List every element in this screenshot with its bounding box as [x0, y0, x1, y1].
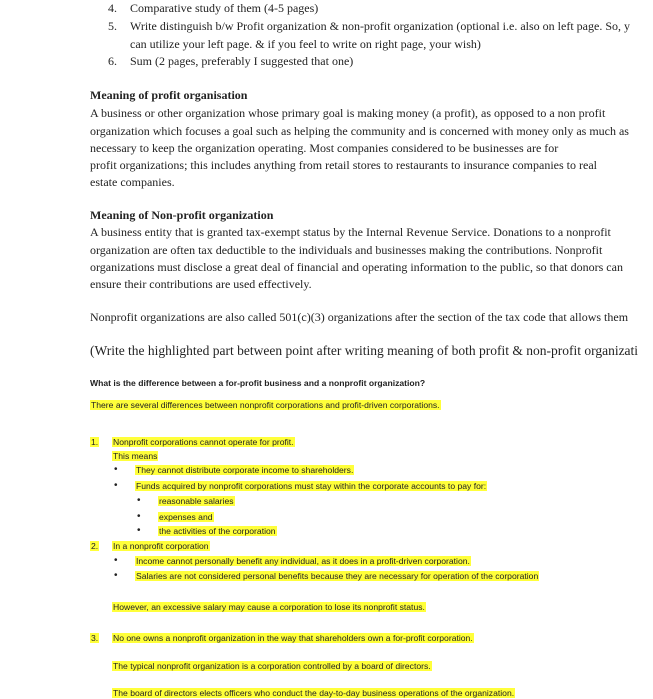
list-item-text: Sum (2 pages, preferably I suggested that one)	[130, 54, 354, 68]
point-3-note-2: The board of directors elects officers who conduct the day-to-day business operations of the organization.	[113, 688, 515, 698]
point-3-title: No one owns a nonprofit organization in the way that shareholders own a for-profit corporation.	[113, 633, 473, 643]
bullet-text-wrapper	[135, 556, 471, 566]
paragraph-line: A business or other organization whose primary goal is making money (a profit), as opposed to a non profit	[90, 106, 606, 120]
list-number: 4.	[108, 1, 117, 15]
point-1-number: 1.	[91, 437, 99, 447]
bullet-icon: •	[137, 511, 141, 522]
point-3-title-wrapper	[112, 633, 474, 643]
point-2-bullet-2: Salaries are not considered personal benefits because they are necessary for operation of the corporation	[136, 571, 539, 581]
sub-bullet: expenses and	[159, 512, 213, 522]
bullet-text-wrapper	[135, 465, 354, 475]
point-2-note: However, an excessive salary may cause a corporation to lose its nonprofit status.	[113, 602, 425, 612]
point-1-title-wrapper	[112, 437, 295, 447]
point-1-title: Nonprofit corporations cannot operate for profit.	[113, 437, 294, 447]
list-item-text: can utilize your left page. & if you feel to write on right page, your wish)	[130, 37, 481, 51]
sub-bullet: reasonable salaries	[159, 496, 234, 506]
point-2-title: In a nonprofit corporation	[113, 541, 209, 551]
point-2-bullet-1: Income cannot personally benefit any individual, as it does in a profit-driven corporation.	[136, 556, 470, 566]
paragraph-line: estate companies.	[90, 175, 175, 189]
section-heading-profit: Meaning of profit organisation	[90, 88, 248, 102]
list-number: 6.	[108, 54, 117, 68]
bullet-icon: •	[114, 570, 118, 581]
section-heading-nonprofit: Meaning of Non-profit organization	[90, 208, 274, 222]
paragraph-line: necessary to keep the organization operating. Most companies considered to be businesses are for	[90, 141, 559, 155]
bullet-text-wrapper	[135, 571, 539, 581]
point-1-means: This means	[113, 451, 158, 461]
question-heading: What is the difference between a for-profit business and a nonprofit organization?	[90, 378, 426, 388]
point-2-note-wrapper	[112, 602, 426, 612]
intro-line-wrapper	[90, 400, 441, 410]
point-3-number-wrapper	[90, 633, 99, 643]
sub-bullet-wrapper	[158, 526, 277, 536]
paragraph-line: organizations must disclose a great deal of financial and operating information to the public, so that donors can	[90, 260, 623, 274]
point-3-note-1-wrapper	[112, 661, 432, 671]
intro-line: There are several differences between nonprofit corporations and profit-driven corporations.	[91, 400, 440, 410]
point-2-number: 2.	[91, 541, 99, 551]
bullet-text-wrapper	[135, 481, 487, 491]
bullet-icon: •	[114, 480, 118, 491]
list-item-text: Comparative study of them (4-5 pages)	[130, 1, 319, 15]
instruction-note: (Write the highlighted part between point after writing meaning of both profit & non-profit organizati	[90, 343, 639, 358]
point-1-number-wrapper	[90, 437, 99, 447]
list-number: 5.	[108, 19, 117, 33]
sub-bullet-wrapper	[158, 496, 235, 506]
sub-bullet: the activities of the corporation	[159, 526, 276, 536]
point-3-number: 3.	[91, 633, 99, 643]
paragraph-line: organization which focuses a goal such as helping the community and is concerned with money only as much as	[90, 124, 629, 138]
point-1-bullet-2: Funds acquired by nonprofit corporations must stay within the corporate accounts to pay for:	[136, 481, 487, 491]
sub-bullet-wrapper	[158, 512, 214, 522]
point-2-title-wrapper	[112, 541, 210, 551]
point-1-bullet-1: They cannot distribute corporate income to shareholders.	[136, 465, 354, 475]
bullet-icon: •	[114, 555, 118, 566]
bullet-icon: •	[137, 495, 141, 506]
list-item-text: Write distinguish b/w Profit organization & non-profit organization (optional i.e. also on left page. So, y	[130, 19, 630, 33]
paragraph-line: profit organizations; this includes anything from retail stores to restaurants to insurance companies to real	[90, 158, 597, 172]
point-1-means-wrapper	[112, 451, 158, 461]
bullet-icon: •	[137, 525, 141, 536]
alias-note: Nonprofit organizations are also called 501(c)(3) organizations after the section of the tax code that allows them	[90, 310, 629, 324]
point-2-number-wrapper	[90, 541, 99, 551]
paragraph-line: A business entity that is granted tax-exempt status by the Internal Revenue Service. Donations to a nonprofit	[90, 225, 611, 239]
point-3-note-1: The typical nonprofit organization is a corporation controlled by a board of directors.	[113, 661, 431, 671]
paragraph-line: organization are often tax deductible to the individuals and businesses making the contributions. Nonprofit	[90, 243, 603, 257]
paragraph-line: ensure their contributions are used effectively.	[90, 277, 312, 291]
point-3-note-2-wrapper	[112, 688, 515, 698]
bullet-icon: •	[114, 464, 118, 475]
